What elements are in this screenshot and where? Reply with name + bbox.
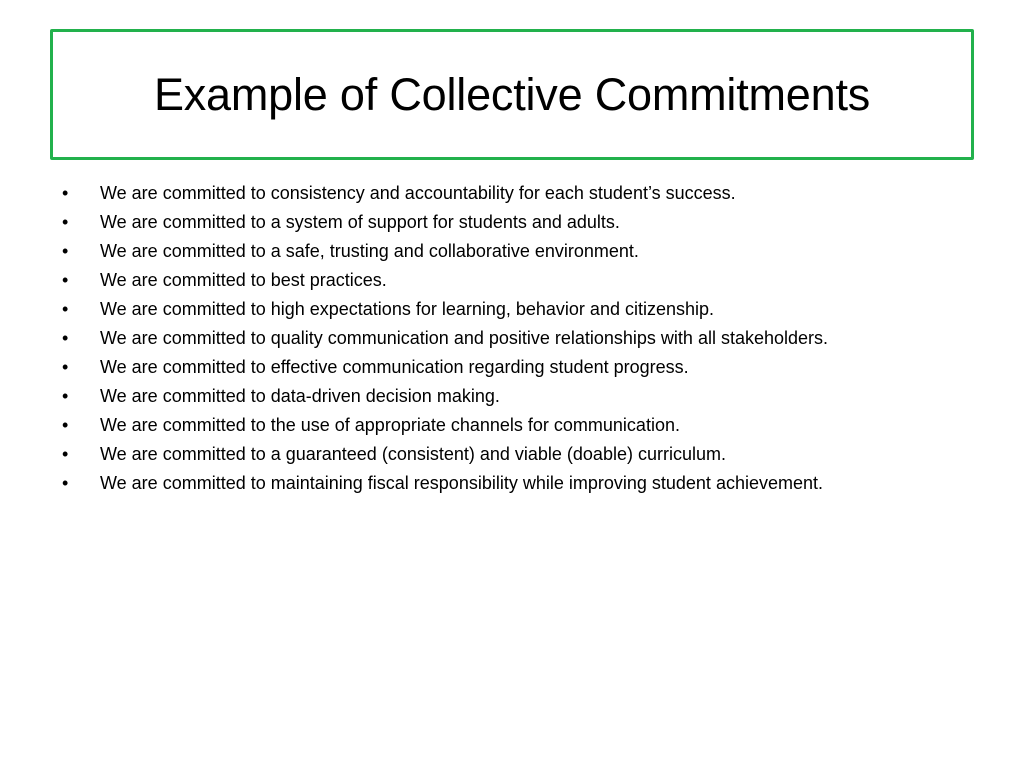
- bullet-icon: •: [62, 241, 69, 261]
- bullet-icon: •: [62, 386, 69, 406]
- list-item-text: We are committed to effective communication regarding student progress.: [100, 357, 689, 377]
- list-item-text: We are committed to quality communication and positive relationships with all stakeholders.: [100, 328, 829, 348]
- list-item: [58, 298, 918, 321]
- list-item-text: We are committed to a guaranteed (consistent) and viable (doable) curriculum.: [100, 444, 726, 464]
- bullet-icon: •: [62, 183, 69, 203]
- bullet-icon: •: [62, 299, 69, 319]
- list-item-text: We are committed to consistency and accountability for each student’s success.: [100, 183, 736, 203]
- list-item-text: We are committed to high expectations for learning, behavior and citizenship.: [100, 299, 715, 319]
- list-item-text: We are committed to the use of appropriate channels for communication.: [100, 415, 680, 435]
- list-item: [58, 327, 918, 350]
- title-box: [50, 29, 974, 160]
- bullet-icon: •: [62, 415, 69, 435]
- list-item: [58, 414, 918, 437]
- bullet-icon: •: [62, 328, 69, 348]
- commitments-list: [58, 182, 918, 501]
- list-item-text: We are committed to a system of support for students and adults.: [100, 212, 620, 232]
- list-item-text: We are committed to a safe, trusting and collaborative environment.: [100, 241, 639, 261]
- list-item-text: We are committed to maintaining fiscal responsibility while improving student achievement.: [100, 473, 823, 493]
- bullet-icon: •: [62, 212, 69, 232]
- list-item: [58, 269, 918, 292]
- list-item: [58, 356, 918, 379]
- list-item: [58, 182, 918, 205]
- list-item: [58, 385, 918, 408]
- bullet-icon: •: [62, 357, 69, 377]
- bullet-icon: •: [62, 270, 69, 290]
- list-item-text: We are committed to data-driven decision making.: [100, 386, 500, 406]
- list-item-text: We are committed to best practices.: [100, 270, 387, 290]
- bullet-icon: •: [62, 473, 69, 493]
- list-item: [58, 443, 918, 466]
- slide-title: Example of Collective Commitments: [153, 68, 871, 120]
- bullet-icon: •: [62, 444, 69, 464]
- list-item: [58, 240, 918, 263]
- list-item: [58, 211, 918, 234]
- list-item: [58, 472, 918, 495]
